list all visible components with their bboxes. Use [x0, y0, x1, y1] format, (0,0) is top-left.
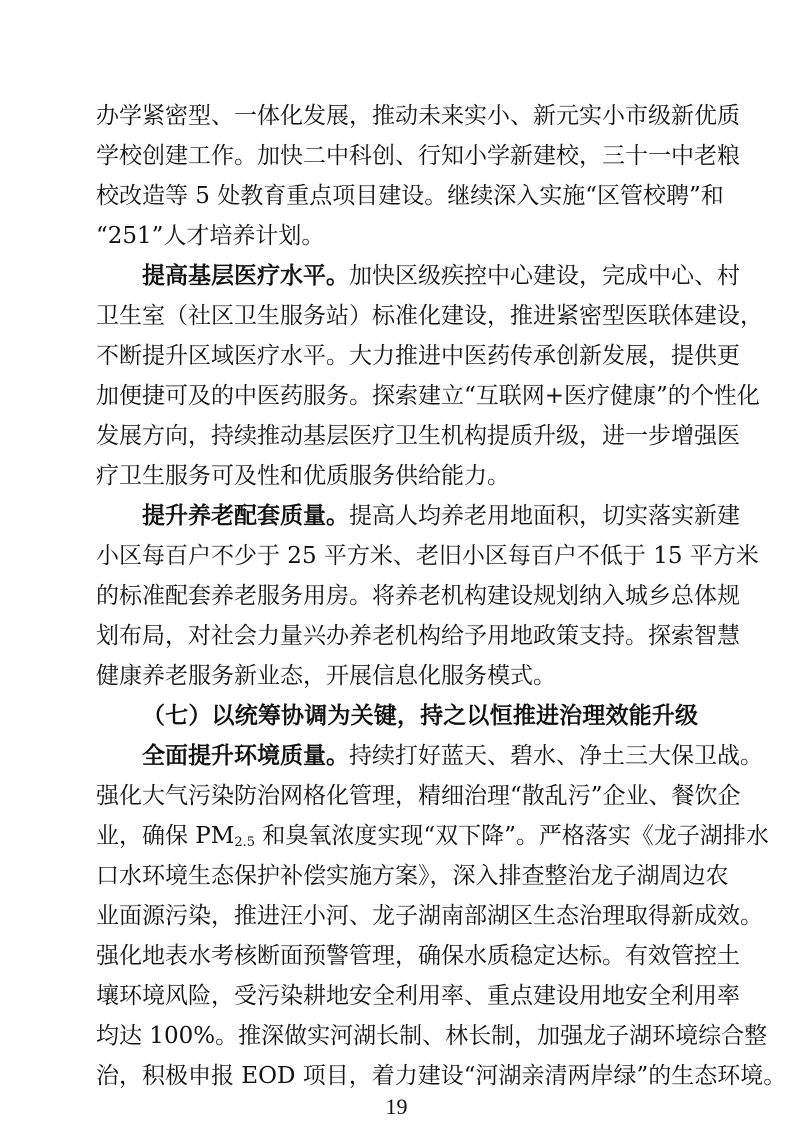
text-line: “251”人才培养计划。: [96, 223, 325, 249]
text-line: 强化地表水考核断面预警管理，确保水质稳定达标。有效管控土: [96, 943, 740, 969]
text-line: 发展方向，持续推动基层医疗卫生机构提质升级，进一步增强医: [96, 423, 740, 449]
text-line: 小区每百户不少于 25 平方米、老旧小区每百户不低于 15 平方米: [96, 543, 759, 569]
text-line: 的标准配套养老服务用房。将养老机构建设规划纳入城乡总体规: [96, 583, 740, 609]
paragraph-title-elderly: 提升养老配套质量。: [142, 503, 349, 529]
text-span: 业，确保 PM: [96, 823, 235, 849]
text-line: 校改造等 5 处教育重点项目建设。继续深入实施“区管校聘”和: [96, 183, 724, 209]
text-span: 和臭氧浓度实现“双下降”。严格落实《龙子湖排水: [255, 823, 769, 849]
text-line: 加便捷可及的中医药服务。探索建立“互联网+医疗健康”的个性化: [96, 383, 760, 409]
text-line: 不断提升区域医疗水平。大力推进中医药传承创新发展，提供更: [96, 343, 740, 369]
paragraph-env-first-line: [142, 736, 763, 776]
text-line: 划布局，对社会力量兴办养老机构给予用地政策支持。探索智慧: [96, 623, 740, 649]
text-line: 口水环境生态保护补偿实施方案》，深入排查整治龙子湖周边农: [96, 863, 729, 889]
text-line: 疗卫生服务可及性和优质服务供给能力。: [96, 463, 510, 489]
text-line-pm25: [96, 816, 769, 856]
text-line: 学校创建工作。加快二中科创、行知小学新建校，三十一中老粮: [96, 143, 740, 169]
text-span: 持续打好蓝天、碧水、净土三大保卫战。: [349, 743, 763, 769]
text-line: 强化大气污染防治网格化管理，精细治理“散乱污”企业、餐饮企: [96, 783, 741, 809]
section-heading: （七）以统筹协调为关键，持之以恒推进治理效能升级: [142, 703, 698, 729]
text-line: 壤环境风险，受污染耕地安全利用率、重点建设用地安全利用率: [96, 983, 740, 1009]
paragraph-elderly-first-line: [142, 496, 740, 536]
paragraph-title-env: 全面提升环境质量。: [142, 743, 349, 769]
text-line: 业面源污染，推进汪小河、龙子湖南部湖区生态治理取得新成效。: [96, 903, 763, 929]
text-span: 加快区级疾控中心建设，完成中心、村: [349, 263, 740, 289]
text-line: 办学紧密型、一体化发展，推动未来实小、新元实小市级新优质: [96, 103, 740, 129]
text-line: 治，积极申报 EOD 项目，着力建设“河湖亲清两岸绿”的生态环境。: [96, 1063, 787, 1089]
text-line: 均达 100%。推深做实河湖长制、林长制，加强龙子湖环境综合整: [96, 1023, 768, 1049]
pm-subscript: 2.5: [234, 835, 256, 850]
paragraph-title-medical: 提高基层医疗水平。: [142, 263, 349, 289]
page-number: 19: [385, 1094, 408, 1119]
paragraph-medical-first-line: [142, 256, 740, 296]
text-line: 健康养老服务新业态，开展信息化服务模式。: [96, 663, 556, 689]
text-line: 卫生室（社区卫生服务站）标准化建设，推进紧密型医联体建设，: [96, 303, 763, 329]
text-span: 提高人均养老用地面积，切实落实新建: [349, 503, 740, 529]
